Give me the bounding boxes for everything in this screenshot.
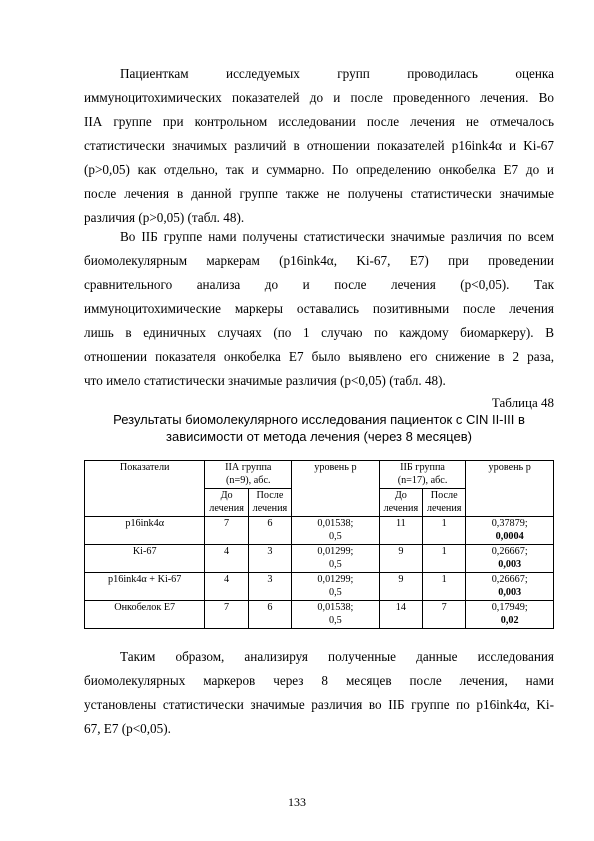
text-line: установлены статистически значимые различия во IIБ группе по p16ink4α, Ki- [84, 697, 554, 712]
row-indicator: Ki-67 [85, 545, 205, 573]
p-value: 0,5 [329, 530, 342, 542]
header-before-a [205, 489, 248, 517]
p-value: 0,17949; [491, 602, 528, 613]
header-before-line: До [394, 490, 407, 501]
cell-p-b [466, 545, 554, 573]
paragraph-1 [84, 62, 554, 230]
cell-b-before: 9 [379, 545, 422, 573]
p-value: 0,37879; [491, 518, 528, 529]
header-after-line: лечения [252, 502, 288, 514]
header-after-a [248, 489, 291, 517]
table-row [85, 573, 554, 601]
p-value: 0,01538; [317, 602, 354, 613]
text-line: что имело статистически значимые различия (p<0,05) (табл. 48). [84, 373, 446, 388]
table-header-row [85, 461, 554, 489]
p-value: 0,01538; [317, 518, 354, 529]
cell-a-before: 7 [205, 601, 248, 629]
cell-a-after: 3 [248, 573, 291, 601]
text-line: IIА группе при контрольном исследовании после лечения не отмечалось [84, 114, 554, 129]
header-group-b [379, 461, 466, 489]
cell-a-after: 6 [248, 601, 291, 629]
cell-p-a [292, 517, 380, 545]
cell-b-after: 7 [423, 601, 466, 629]
p-value: 0,5 [329, 614, 342, 626]
row-indicator: p16ink4α + Ki-67 [85, 573, 205, 601]
text-line: (p>0,05) как отдельно, так и суммарно. По определению онкобелка Е7 до и [84, 162, 554, 177]
page-number: 133 [288, 795, 306, 809]
text-line: иммуноцитохимических показателей до и после проведенного лечения. Во [84, 90, 554, 105]
header-after-line: После [430, 490, 458, 501]
cell-b-after: 1 [423, 517, 466, 545]
cell-a-before: 4 [205, 545, 248, 573]
caption-line: Результаты биомолекулярного исследования пациенток с CIN II-III в [113, 412, 525, 427]
table-row [85, 545, 554, 573]
text-line: после лечения в данной группе также не получены статистически значимые [84, 186, 554, 201]
cell-b-before: 11 [379, 517, 422, 545]
p-value-significant: 0,0004 [495, 530, 524, 542]
table-number: Таблица 48 [491, 395, 554, 410]
text-line: различия (p>0,05) (табл. 48). [84, 210, 245, 225]
p-value: 0,01299; [317, 546, 354, 557]
table-caption [84, 411, 554, 445]
p-value: 0,01299; [317, 574, 354, 585]
results-table [84, 460, 554, 629]
header-group-b-line: IIБ группа [400, 462, 445, 473]
p-value-significant: 0,02 [500, 614, 519, 626]
p-value: 0,5 [329, 586, 342, 598]
text-line: биомолекулярных маркеров через 8 месяцев после лечения, нами [84, 673, 554, 688]
text-line: лишь в единичных случаях (по 1 случаю по каждому биомаркеру). В [84, 325, 554, 340]
row-indicator: Онкобелок Е7 [85, 601, 205, 629]
text-line: сравнительного анализа до и после лечения (p<0,05). Так [84, 277, 554, 292]
header-before-line: лечения [209, 502, 244, 514]
header-group-a-line: IIА группа [225, 462, 272, 473]
table-row [85, 517, 554, 545]
header-before-line: лечения [383, 502, 419, 514]
paragraph-3 [84, 645, 554, 741]
p-value-significant: 0,003 [498, 558, 522, 570]
header-group-a [205, 461, 292, 489]
header-level-a: уровень р [292, 461, 380, 517]
cell-b-after: 1 [423, 573, 466, 601]
text-line: биомолекулярным маркерам (p16ink4α, Ki-67, E7) при проведении [84, 253, 554, 268]
text-line: Пациенткам исследуемых групп проводилась оценка [120, 66, 554, 81]
cell-p-b [466, 601, 554, 629]
cell-p-a [292, 601, 380, 629]
text-line: иммуноцитохимические маркеры оставались позитивными после лечения [84, 301, 554, 316]
cell-b-before: 9 [379, 573, 422, 601]
header-before-b [379, 489, 422, 517]
cell-a-after: 3 [248, 545, 291, 573]
cell-p-a [292, 573, 380, 601]
cell-b-after: 1 [423, 545, 466, 573]
text-line: Во IIБ группе нами получены статистически значимые различия по всем [120, 229, 554, 244]
cell-p-b [466, 517, 554, 545]
header-group-b-line: (n=17), абс. [397, 474, 448, 486]
p-value: 0,5 [329, 558, 342, 570]
cell-p-b [466, 573, 554, 601]
text-line: статистически значимых различий в отношении показателей p16ink4α и Ki-67 [84, 138, 554, 153]
table-row [85, 601, 554, 629]
cell-a-before: 7 [205, 517, 248, 545]
header-after-b [423, 489, 466, 517]
header-group-a-line: (n=9), абс. [225, 474, 271, 486]
caption-line: зависимости от метода лечения (через 8 месяцев) [166, 429, 472, 444]
cell-a-after: 6 [248, 517, 291, 545]
text-line: Таким образом, анализируя полученные данные исследования [120, 649, 554, 664]
p-value-significant: 0,003 [498, 586, 522, 598]
row-indicator: p16ink4α [85, 517, 205, 545]
header-indicators: Показатели [85, 461, 205, 517]
header-before-line: До [220, 490, 233, 501]
text-line: отношении показателя онкобелка Е7 было выявлено его снижение в 2 раза, [84, 349, 554, 364]
header-level-b: уровень р [466, 461, 554, 517]
header-after-line: лечения [426, 502, 462, 514]
cell-a-before: 4 [205, 573, 248, 601]
cell-b-before: 14 [379, 601, 422, 629]
text-line: 67, Е7 (p<0,05). [84, 721, 171, 736]
paragraph-2 [84, 225, 554, 393]
header-after-line: После [256, 490, 284, 501]
p-value: 0,26667; [491, 574, 528, 585]
p-value: 0,26667; [491, 546, 528, 557]
cell-p-a [292, 545, 380, 573]
